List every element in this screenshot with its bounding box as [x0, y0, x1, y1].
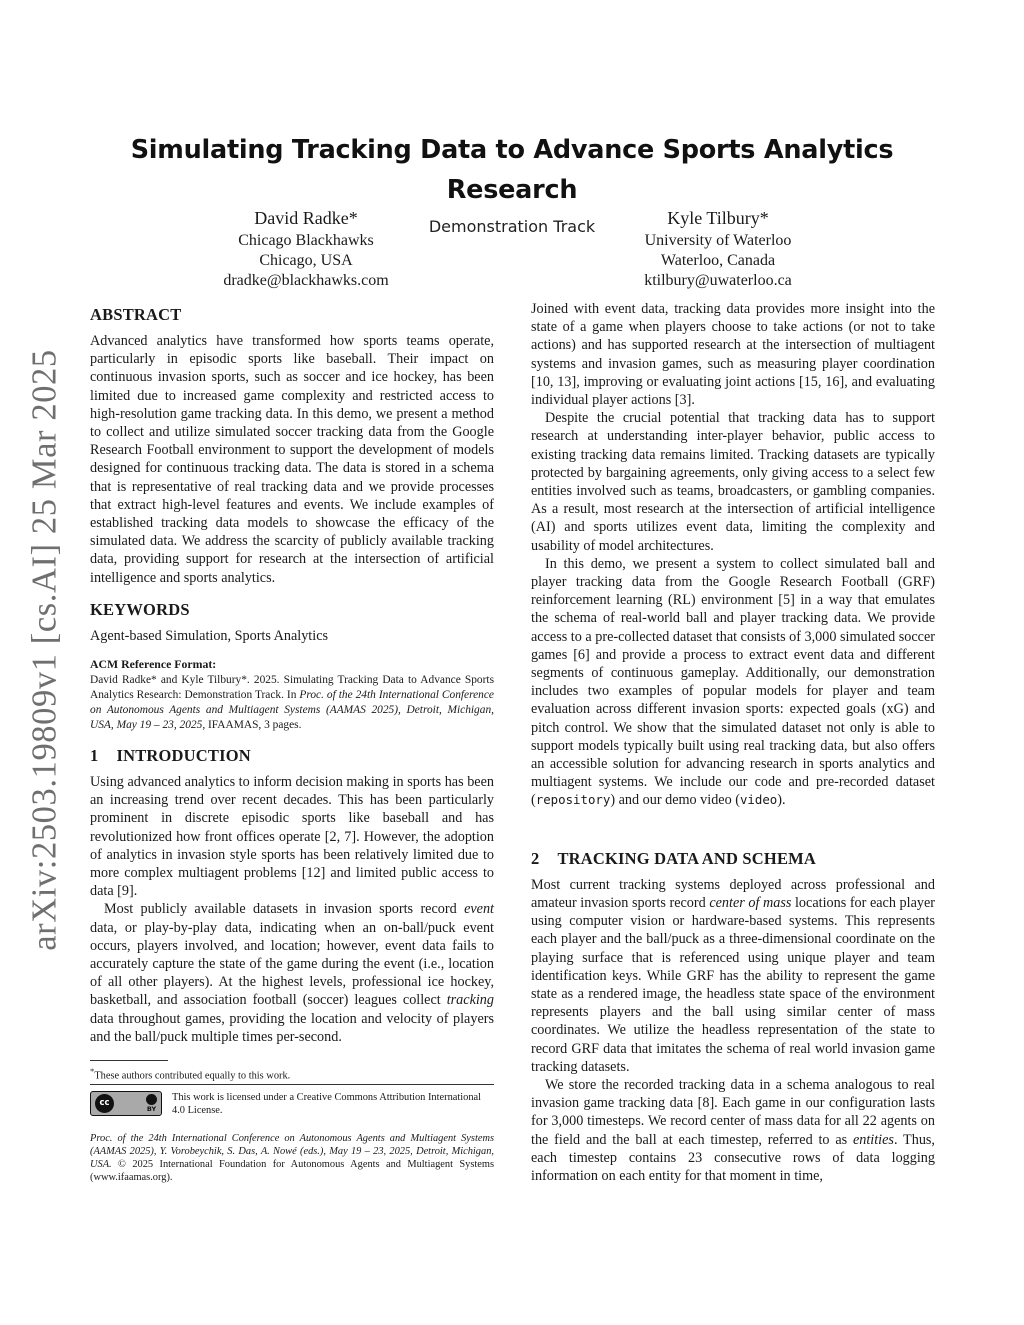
- left-column: [90, 300, 494, 1046]
- footnote-text: These authors contributed equally to this work.: [94, 1070, 291, 1082]
- right-paragraph-3: In this demo, we present a system to collect simulated ball and player tracking data from the Google Research Football (GRF) reinforcement learning (RL) environment [5] in a way that emulates the schema of real-world ball and player tracking data. We provide access to a pre-collected dataset that consists of 3,000 simulated soccer games [6] and provide a process to extract event data and different segments of continuous gameplay. Additionally, our demonstration includes two examples of popular models for player and team evaluation across different invasion sports: expected goals (xG) and pitch control. We show that the simulated dataset not only is able to support models typically built using real tracking data, but also offers an accessible solution for advancing research in sports analytics and multiagent systems. We include our code and pre-recorded dataset (repository) and our demo video (video).: [531, 555, 935, 809]
- paper-title: Simulating Tracking Data to Advance Sports Analytics Research: [130, 135, 894, 205]
- repository-link[interactable]: repository: [535, 792, 611, 808]
- author-location: Chicago, USA: [259, 252, 353, 269]
- acm-proc: Proc. of the 24th International Conference on Autonomous Agents and Multiagent Systems (AAMAS 2025), Detroit, Michigan, USA, May 19 – 23, 2025: [90, 689, 494, 732]
- footnote-rule: [90, 1060, 168, 1061]
- author-affiliation: Chicago Blackhawks: [238, 232, 374, 249]
- cc-by-badge[interactable]: [90, 1091, 162, 1116]
- author-name: Kyle Tilbury*: [667, 208, 769, 228]
- footnote: *These authors contributed equally to this work.: [90, 1060, 494, 1082]
- acm-reference-text: David Radke* and Kyle Tilbury*. 2025. Simulating Tracking Data to Advance Sports Analytics Research: Demonstration Track. In Proc. of the 24th International Conference on Autonomous Agents and Multiagent Systems (AAMAS 2025), Detroit, Michigan, USA, May 19 – 23, 2025, IFAAMAS, 3 pages.: [90, 674, 494, 732]
- paper-track: Demonstration Track: [428, 217, 596, 236]
- tracking-paragraph-2: We store the recorded tracking data in a schema analogous to real invasion game tracking data [8]. Each game in our configuration lasts for 3,000 timesteps. We record center of mass data for all 22 agents on the field and the ball at each timestep, referred to as entities. Thus, each timestep contains 23 consecutive rows of data logging information on each entity for that moment in time,: [531, 1076, 935, 1184]
- tracking-heading: 2 TRACKING DATA AND SCHEMA: [531, 848, 817, 868]
- author-block-1: [156, 205, 456, 291]
- author-name: David Radke*: [254, 208, 358, 228]
- license-block: [90, 1084, 494, 1117]
- tracking-paragraph-1: Most current tracking systems deployed across professional and amateur invasion sports record center of mass locations for each player using computer vision or hardware-based systems. This represents each player and the ball/puck as a three-dimensional coordinate on the playing surface that is referenced using unique player and team identification keys. While GRF has the ability to represent the game state as a rendered image, the headless state space of the environment represents players and the ball using similar center of mass coordinates. We utilize the headless representation of the state to record GRF data that imitates the schema of real world invasion game tracking datasets.: [531, 876, 936, 1075]
- author-email[interactable]: dradke@blackhawks.com: [223, 272, 389, 289]
- arxiv-sidebar: [18, 0, 72, 1325]
- intro-paragraph-2: Most publicly available datasets in invasion sports record event data, or play-by-play data, indicating when an on-ball/puck event occurs, players involved, and location; however, event data fails to accurately capture the state of the game during the event (i.e., location of all other players). At the highest levels, professional ice hockey, basketball, and association football (soccer) leagues collect tracking data throughout games, providing the location and velocity of players and the ball/puck multiple times per-second.: [90, 901, 494, 1045]
- author-location: Waterloo, Canada: [660, 252, 776, 269]
- intro-paragraph-1: Using advanced analytics to inform decision making in sports has been an increasing trend over recent decades. This has been particularly prominent in discrete episodic sports like baseball and has revolutionized how front offices operate [2, 7]. However, the adoption of analytics in invasion style sports has been relatively limited due to more complex multiagent problems [12] and limited public access to data [9].: [90, 774, 494, 900]
- license-text: This work is licensed under a Creative Commons Attribution International 4.0 License.: [172, 1092, 482, 1116]
- abstract-text: Advanced analytics have transformed how sports teams operate, particularly in episodic sports like baseball. Their impact on continuous invasion sports, such as soccer and ice hockey, has been limited due to increased game complexity and restricted access to high-resolution game tracking data. In this demo, we present a method to collect and utilize simulated soccer tracking data from the Google Research Football environment to support the development of models designed for continuous tracking data. The data is stored in a schema that is representative of real tracking data and we provide processes that extract high-level features and events. We include examples of established tracking data models to showcase the efficacy of the simulated data. We address the scarcity of publicly available tracking data, providing support for research at the intersection of artificial intelligence and sports analytics.: [90, 333, 494, 586]
- video-link[interactable]: video: [739, 792, 778, 808]
- author-affiliation: University of Waterloo: [644, 232, 792, 249]
- intro-heading: 1 INTRODUCTION: [90, 746, 251, 766]
- abstract-heading: ABSTRACT: [90, 305, 182, 324]
- cc-icon: cc: [95, 1094, 114, 1113]
- right-column: [531, 300, 935, 1185]
- author-block-2: [568, 205, 868, 291]
- proceedings-note: Proc. of the 24th International Conference on Autonomous Agents and Multiagent Systems (AAMAS 2025), Y. Vorobeychik, S. Das, A. Nowé (eds.), May 19 – 23, 2025, Detroit, Michigan, USA. © 2025 International Foundation for Autonomous Agents and Multiagent Systems (www.ifaamas.org).: [90, 1133, 494, 1183]
- right-paragraph-1: Joined with event data, tracking data provides more insight into the state of a game when players choose to take actions (or not to take actions) and has supported research at the intersection of multiagent systems and invasion games, such as measuring player coordination [10, 13], improving or evaluating joint actions [15, 16], and evaluating individual player actions [3].: [531, 301, 935, 409]
- by-icon: BY: [146, 1094, 157, 1113]
- author-email[interactable]: ktilbury@uwaterloo.ca: [644, 272, 792, 289]
- keywords-heading: KEYWORDS: [90, 599, 190, 619]
- arxiv-identifier: arXiv:2503.19809v1 [cs.AI] 25 Mar 2025: [25, 349, 64, 951]
- keywords-text: Agent-based Simulation, Sports Analytics: [90, 627, 329, 644]
- right-paragraph-2: Despite the crucial potential that tracking data has to support research at understanding inter-player behavior, public access to existing tracking data remains limited. Tracking datasets are typically protected by bargaining agreements, only giving access to a select few entities involved such as teams, broadcasters, or gambling companies. As a result, most research at the intersection of artificial intelligence (AI) and sports utilizes event data, limiting the complexity and usability of model architectures.: [531, 410, 935, 554]
- acm-reference-heading: ACM Reference Format:: [90, 656, 217, 671]
